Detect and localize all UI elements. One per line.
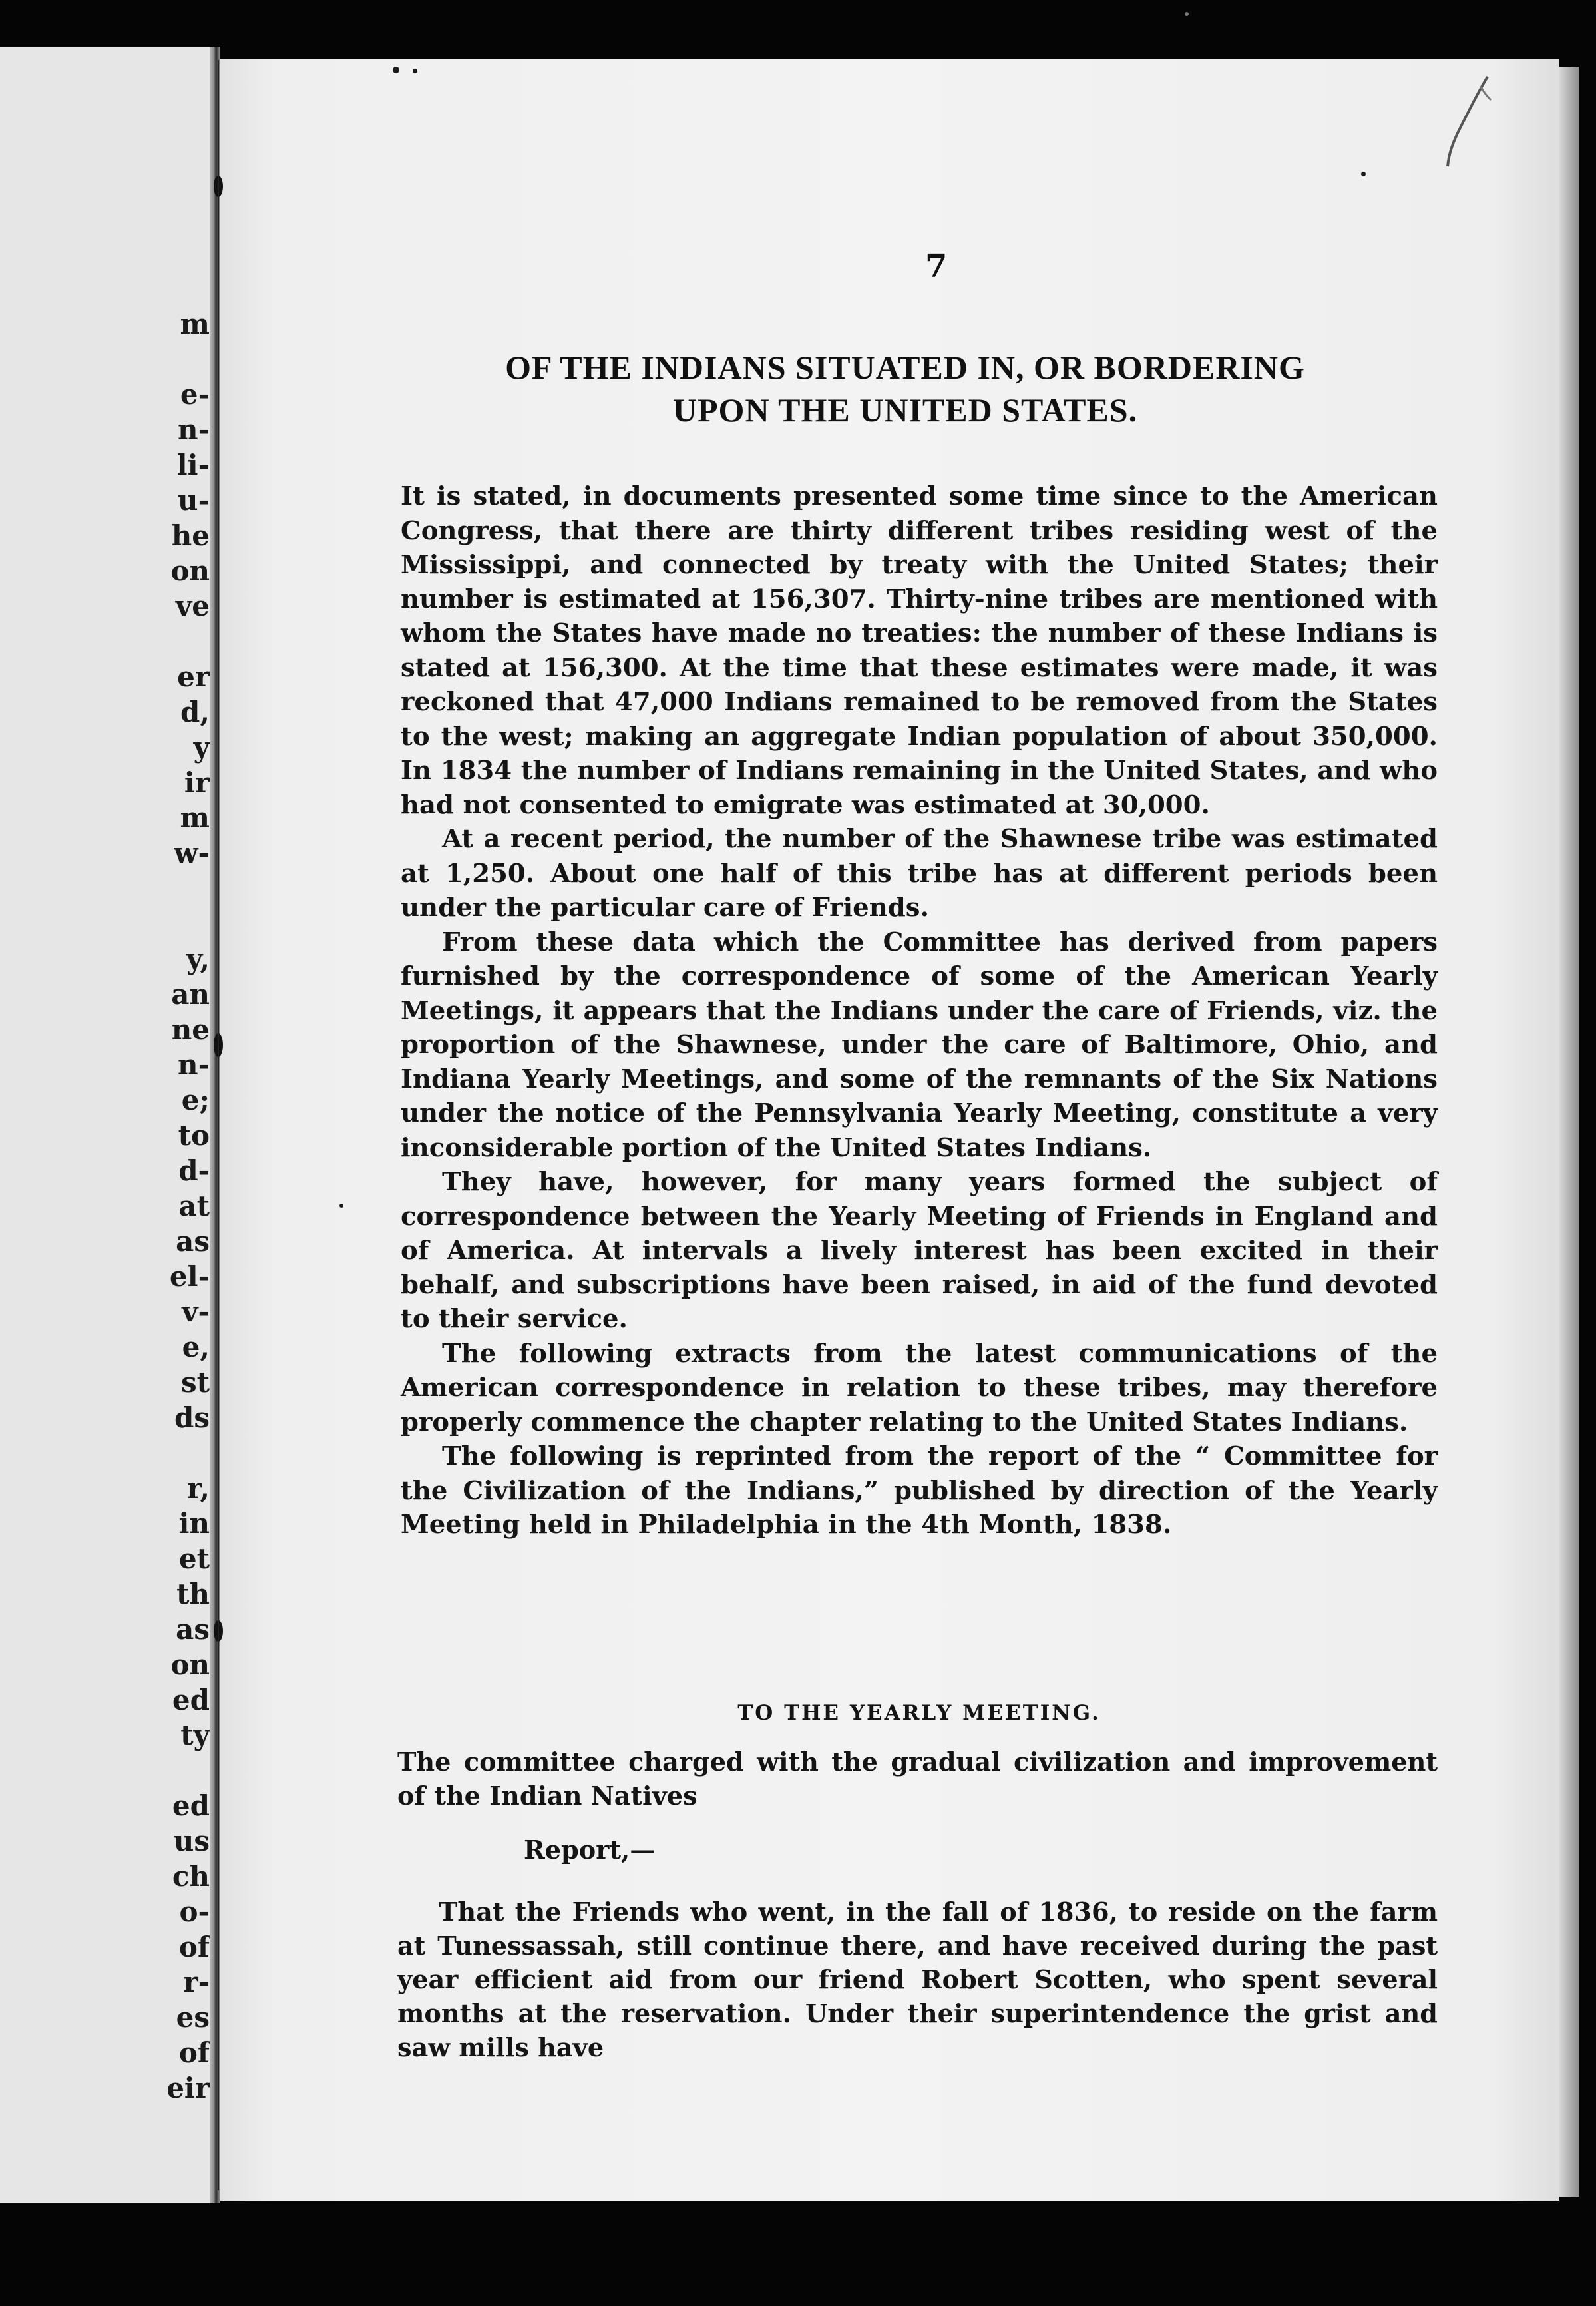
previous-page-fragment: y, [186,943,210,975]
previous-page-fragment: ir [184,766,210,799]
previous-page-fragment: et [178,1542,210,1575]
previous-page-fragment: us [173,1825,210,1857]
paragraph-3: From these data which the Committee has derived from papers furnished by the correspondence of some of the American Yearly Meetings, it appears that the Indians under the care of Friends, viz. the proportion of the Shawnese, under the care of Baltimore, Ohio, and Indiana Yearly Meetings, and some of the remnants of the Six Nations under the notice of the Pennsylvania Yearly Meeting, constitute a very inconsiderable portion of the United States Indians. [401,927,1438,1163]
letter-opening: The committee charged with the gradual civilization and improvement of the Indian Natives [397,1747,1438,1811]
binding-marks [212,60,225,2190]
previous-page-fragment: e- [180,378,210,411]
previous-page-fragment: d, [180,696,210,728]
previous-page-fragment: on [170,555,210,587]
paragraph-2: At a recent period, the number of the Shawnese tribe was estimated at 1,250. About one half of this tribe has at different periods been under the particular care of Friends. [401,824,1438,923]
previous-page-fragment: as [176,1225,210,1258]
previous-page-text-fragments [130,306,210,2106]
previous-page-fragment: el- [169,1260,210,1293]
previous-page-fragment: at [178,1190,210,1222]
previous-page-fragment: r, [187,1472,210,1504]
previous-page-fragment [130,1753,210,1788]
previous-page-fragment: er [177,660,210,693]
previous-page-fragment: e, [182,1331,210,1363]
previous-page-fragment: m [180,802,210,834]
previous-page-fragment: ed [172,1684,210,1716]
previous-page-fragment: d- [178,1154,210,1187]
spine-line [218,60,219,2190]
previous-page-fragment: he [171,519,210,552]
body-text [401,479,1438,1542]
previous-page-fragment: r- [183,1966,210,1998]
previous-page-fragment: ne [171,1013,210,1046]
previous-page-fragment [130,906,210,941]
ink-speck [339,1204,343,1208]
previous-page-fragment: li- [176,449,210,481]
report-label: Report,— [524,1835,656,1865]
previous-page-fragment: of [178,1931,210,1963]
previous-page-fragment: eir [166,2072,210,2104]
chapter-heading [373,346,1438,431]
previous-page-fragment: ty [180,1719,210,1751]
letter-paragraph: That the Friends who went, in the fall of 1836, to reside on the farm at Tunessassah, still continue there, and have received during the past year efficient aid from our friend Robert Scotten, who spent several months at the reservation. Under their superintendence the grist and saw mills have [397,1897,1438,2063]
ink-speck [413,69,417,73]
previous-page-fragment: n- [178,413,210,446]
previous-page-fragment: u- [178,484,210,517]
pen-mark [1441,73,1494,173]
letter-heading: TO THE YEARLY MEETING. [737,1701,1101,1725]
previous-page-fragment [130,1435,210,1471]
chapter-heading-line-2: UPON THE UNITED STATES. [672,391,1138,429]
ink-speck [1185,12,1189,16]
previous-page-fragment: m [180,308,210,340]
paragraph-1: It is stated, in documents presented some time since to the American Congress, that there are thirty different tribes residing west of the Mississippi, and connected by treaty with the United States; their number is estimated at 156,307. Thirty-nine tribes are mentioned with whom the States have made no treaties: the number of these Indians is stated at 156,300. At the time that these estimates were made, it was reckoned that 47,000 Indians remained to be removed from the States to the west; making an aggregate Indian population of about 350,000. In 1834 the number of Indians remaining in the United States, and who had not consented to emigrate was estimated at 30,000. [401,481,1438,820]
letter-body [397,1745,1438,2065]
previous-page-fragment: ed [172,1789,210,1822]
previous-page-fragment: n- [178,1048,210,1081]
page-number: 7 [925,248,948,285]
ink-speck [393,67,399,73]
previous-page-fragment: ds [174,1401,210,1434]
previous-page-fragment [130,342,210,377]
previous-page-edge [0,47,210,2203]
chapter-heading-line-1: OF THE INDIANS SITUATED IN, OR BORDERING [505,349,1305,386]
page-right-edge-shadow [1559,67,1579,2197]
paragraph-6: The following is reprinted from the report of the “ Committee for the Civilization of the Indians,” published by direction of the Yearly Meeting held in Philadelphia in the 4th Month, 1838. [401,1441,1438,1540]
previous-page-fragment: to [178,1119,210,1152]
previous-page-fragment: w- [174,837,210,869]
previous-page-fragment: in [178,1507,210,1540]
previous-page-fragment: v- [182,1295,210,1328]
previous-page-fragment: an [171,978,210,1011]
previous-page-fragment: ch [172,1860,210,1893]
previous-page-fragment: es [176,2001,210,2034]
ink-speck [1361,172,1366,176]
previous-page-fragment [130,871,210,906]
previous-page-fragment: ve [175,590,210,622]
previous-page-fragment: st [180,1366,210,1399]
previous-page-fragment: o- [179,1895,210,1928]
previous-page-fragment: e; [181,1084,210,1116]
paragraph-4: They have, however, for many years formed the subject of correspondence between the Yearly Meeting of Friends in England and of America. At intervals a lively interest has been excited in their behalf, and subscriptions have been raised, in aid of the fund devoted to their service. [401,1167,1438,1334]
previous-page-fragment: on [170,1648,210,1681]
paragraph-5: The following extracts from the latest communications of the American correspondence in relation to these tribes, may therefore properly commence the chapter relating to the United States Indians. [401,1338,1438,1437]
previous-page-fragment: th [176,1578,210,1610]
previous-page-fragment: y [193,731,210,764]
previous-page-fragment: of [178,2036,210,2069]
previous-page-fragment [130,624,210,659]
previous-page-fragment: as [176,1613,210,1646]
